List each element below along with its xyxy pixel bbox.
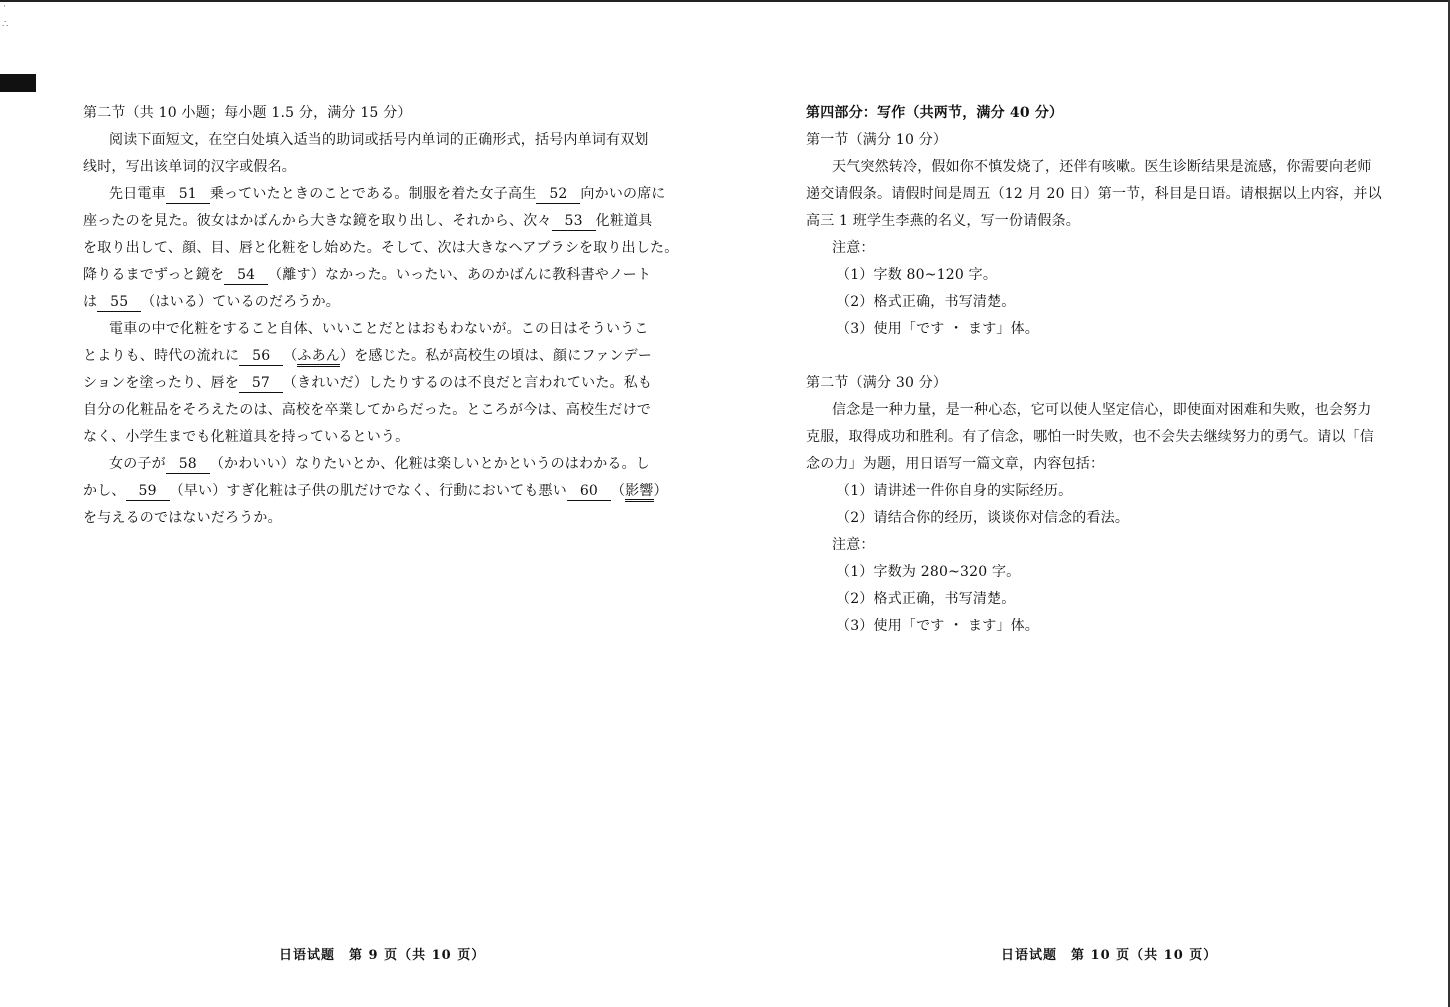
section-1-title: 第一节（满分 10 分）: [806, 132, 948, 148]
prompt-line: 念の力」为题，用日语写一篇文章，内容包括：: [806, 456, 1105, 472]
passage-line: [83, 370, 658, 397]
double-underlined-word: ふあん: [297, 348, 340, 367]
text: ）を感じた。私が高校生の頃は、顔にファンデー: [340, 348, 653, 364]
text: （離す）なかった。いったい、あのかばんに教科書やノート: [268, 267, 652, 283]
blank-54: 54: [224, 266, 268, 285]
prompt-line: 克服，取得成功和胜利。有了信念，哪怕一时失败，也不会失去继续努力的勇气。请以「信: [806, 429, 1374, 445]
passage-line: [83, 262, 658, 289]
right-page: [806, 100, 1382, 640]
text: かし、: [83, 483, 126, 499]
text: は: [83, 294, 98, 310]
scan-black-mark: [0, 74, 36, 92]
page-footer-left: 日语试题 第 9 页（共 10 页）: [279, 948, 486, 963]
passage-line: 電車の中で化粧をすること自体、いいことだとはおもわないが。この日はそういうこ: [109, 321, 649, 337]
text: 向かいの席に: [580, 186, 666, 202]
passage-line: [83, 289, 658, 316]
content-item: （1）请讲述一件你自身的实际经历。: [836, 483, 1073, 499]
blank-60: 60: [567, 482, 611, 501]
text: 女の子が: [109, 456, 166, 472]
content-item: （2）请结合你的经历，谈谈你对信念的看法。: [836, 510, 1130, 526]
text: ションを塗ったり、唇を: [83, 375, 239, 391]
scan-specks: ˙ ∴: [2, 5, 9, 30]
text: （早い）すぎ化粧は子供の肌だけでなく、行動においても悪い: [169, 483, 567, 499]
text: とよりも、時代の流れに: [83, 348, 240, 364]
blank-52: 52: [536, 185, 580, 204]
note-label: 注意：: [832, 240, 875, 256]
scan-top-edge: [0, 0, 1450, 2]
blank-53: 53: [552, 212, 596, 231]
text: （: [283, 348, 298, 364]
passage-line: [83, 208, 658, 235]
text: ）: [653, 483, 668, 499]
prompt-line: 递交请假条。请假时间是周五（12 月 20 日）第一节，科目是日语。请根据以上内容，并以: [806, 186, 1382, 202]
text: （: [610, 483, 626, 499]
text: （はいる）ているのだろうか。: [141, 294, 341, 310]
text: 乗っていたときのことである。制服を着た女子高生: [209, 186, 537, 202]
note-item: （1）字数为 280~320 字。: [836, 564, 1021, 580]
blank-51: 51: [166, 185, 210, 204]
text: 座ったのを見た。彼女はかばんから大きな鏡を取り出し、それから、次々: [83, 213, 552, 229]
note-label: 注意：: [832, 537, 875, 553]
blank-58: 58: [166, 455, 210, 474]
part-title: 第四部分：写作（共两节，满分 40 分）: [806, 105, 1064, 121]
instruction-line: 阅读下面短文，在空白处填入适当的助词或括号内单词的正确形式，括号内单词有双划: [109, 132, 649, 148]
passage-line: を与えるのではないだろうか。: [83, 510, 282, 526]
note-item: （3）使用「です ・ ます」体。: [836, 321, 1040, 337]
blank-55: 55: [97, 293, 141, 312]
prompt-line: 高三 1 班学生李燕的名义，写一份请假条。: [806, 213, 1081, 229]
text: 降りるまでずっと鏡を: [83, 267, 225, 283]
passage-line: [83, 181, 666, 208]
double-underlined-word: 影響: [625, 483, 653, 502]
prompt-line: 天气突然转冷，假如你不慎发烧了，还伴有咳嗽。医生诊断结果是流感，你需要向老师: [832, 159, 1372, 175]
passage-line: [83, 343, 658, 370]
note-item: （2）格式正确，书写清楚。: [836, 294, 1016, 310]
text: 先日電車: [109, 186, 166, 202]
instruction-line: 线时，写出该单词的汉字或假名。: [83, 159, 296, 175]
note-item: （3）使用「です ・ ます」体。: [836, 618, 1040, 634]
note-item: （1）字数 80~120 字。: [836, 267, 998, 283]
text: 化粧道具: [595, 213, 653, 229]
blank-56: 56: [239, 347, 283, 366]
blank-57: 57: [239, 374, 283, 393]
passage-line: [83, 451, 658, 478]
spacer: [806, 343, 1376, 370]
text: （きれいだ）したりするのは不良だと言われていた。私も: [282, 375, 653, 391]
passage-line: を取り出して、顔、目、唇と化粧をし始めた。そして、次は大きなヘアブラシを取り出した。: [83, 240, 679, 256]
passage-line: なく、小学生までも化粧道具を持っているという。: [83, 429, 410, 445]
section-title: 第二节（共 10 小题；每小题 1.5 分，满分 15 分）: [83, 105, 412, 121]
page-footer-right: 日语试题 第 10 页（共 10 页）: [1001, 948, 1218, 963]
blank-59: 59: [126, 482, 170, 501]
text: （かわいい）なりたいとか、化粧は楽しいとかというのはわかる。し: [209, 456, 651, 472]
prompt-line: 信念是一种力量，是一种心态，它可以使人坚定信心，即使面对困难和失败，也会努力: [832, 402, 1372, 418]
passage-line: [83, 478, 668, 505]
left-page: [83, 100, 679, 532]
passage-line: 自分の化粧品をそろえたのは、高校を卒業してからだった。ところが今は、高校生だけで: [83, 402, 651, 418]
note-item: （2）格式正确，书写清楚。: [836, 591, 1016, 607]
section-2-title: 第二节（满分 30 分）: [806, 375, 948, 391]
